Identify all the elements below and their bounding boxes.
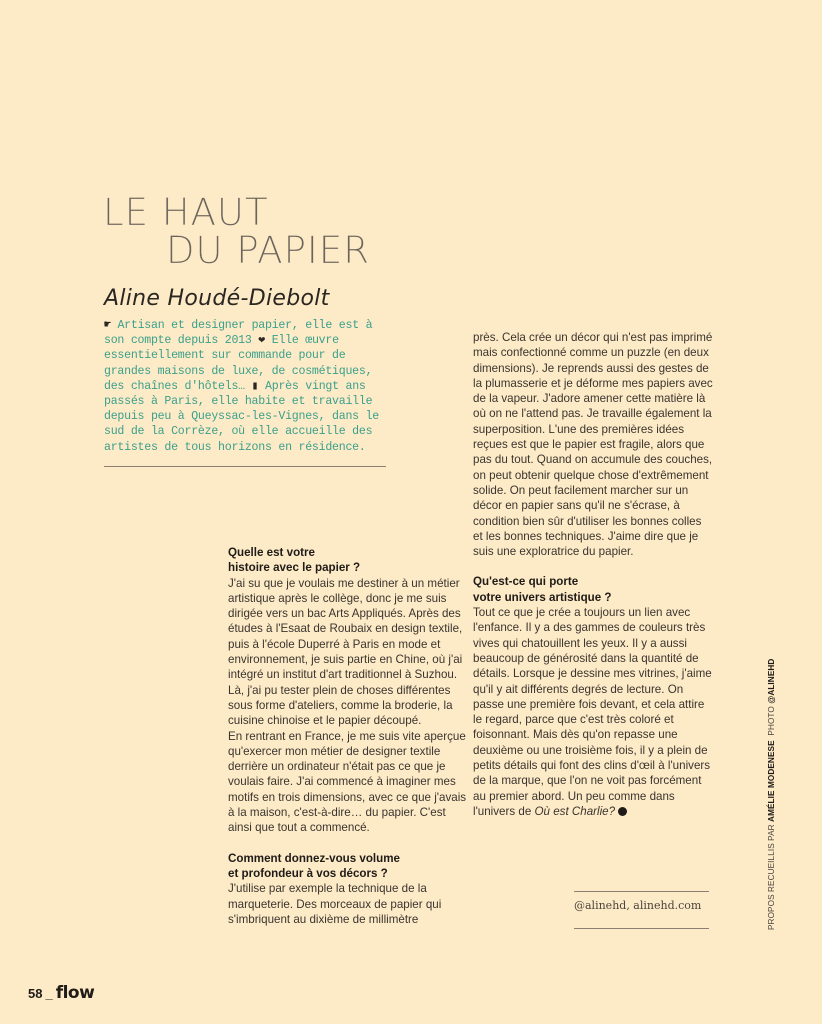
question-1-line-2: histoire avec le papier ? <box>228 561 361 575</box>
question-2-line-2: et profondeur à vos décors ? <box>228 866 388 880</box>
question-2 <box>228 851 468 882</box>
web-links-top-rule <box>574 891 709 892</box>
answer-2-start: J'utilise par exemple la technique de la marqueterie. Des morceaux de papier qui s'imbriquent au dixième de millimètre <box>228 882 442 926</box>
page-number: 58 <box>28 986 43 1001</box>
folio-separator: _ <box>45 986 53 1001</box>
answer-3-italic-title: Où est Charlie? <box>534 804 616 818</box>
intro-paragraph <box>104 318 394 455</box>
answer-3-text: Tout ce que je crée a toujours un lien avec l'enfance. Il y a des gammes de couleurs très vives qui chatouillent les yeux. Il y a aussi beaucoup de générosité dans la quantité de détails. Lorsque je dessine mes vitrines, j'aime qu'il y ait différents degrés de lecture. On passe une première fois devant, et cela attire le regard, parce que c'est très coloré et foisonnant. Mais dès qu'on repasse une deuxième ou une troisième fois, il y a plein de petits détails qui font des clins d'œil à l'univers de la marque, que l'on ne voit pas forcément au premier abord. Un peu comme dans l'univers de <box>473 606 712 818</box>
pointing-hand-icon: ☛ <box>104 319 111 332</box>
answer-1-paragraph-2: En rentrant en France, je me suis vite aperçue qu'exercer mon métier de designer textile derrière un ordinateur n'était pas ce que je voulais faire. J'ai commencé à imaginer mes motifs en trois dimensions, avec ce que j'avais à la maison, c'est-à-dire… du papier. C'est ainsi que tout a commencé. <box>228 729 467 835</box>
intro-part-3: Après vingt ans passés à Paris, elle habite et travaille depuis peu à Queyssac-les-Vignes, dans le sud de la Corrèze, où elle accueille des artistes de tous horizons en résidence. <box>104 379 380 454</box>
heart-icon: ❤ <box>258 334 266 348</box>
page-folio <box>28 983 94 1003</box>
answer-3 <box>473 605 713 819</box>
credits-author: AMÉLIE MODENESE <box>767 740 776 822</box>
subject-name: Aline Houdé-Diebolt <box>104 286 330 311</box>
question-1-line-1: Quelle est votre <box>228 546 315 559</box>
article-column-1 <box>228 545 468 927</box>
web-links: @alinehd, alinehd.com <box>574 899 702 912</box>
credits-photo-label: PHOTO <box>767 706 776 736</box>
question-2-line-1: Comment donnez-vous volume <box>228 851 400 865</box>
title-line-1: LE HAUT <box>103 191 269 234</box>
intro-part-1: Artisan et designer papier, elle est à son compte depuis 2013 <box>104 319 373 348</box>
magazine-logo: flow <box>55 983 95 1003</box>
web-links-bottom-rule <box>574 928 709 929</box>
end-of-article-dot-icon <box>618 807 627 816</box>
question-3 <box>473 574 713 605</box>
credits-photo-source: @ALINEHD <box>767 658 776 704</box>
answer-1-paragraph-1: J'ai su que je voulais me destiner à un métier artistique après le collège, donc je me suis dirigée vers un bac Arts Appliqués. Après des études à l'Esaat de Roubaix en design textile, puis à l'école Duperré à Paris en mode et environnement, je suis partie en Chine, où j'ai intégré un institut d'art traditionnel à Suzhou. Là, j'ai pu tester plein de choses différentes sous forme d'ateliers, comme la broderie, la cuisine chinoise et le papier découpé. <box>228 576 463 728</box>
photo-credits <box>767 659 776 930</box>
article-column-2 <box>473 330 713 819</box>
question-3-line-2: votre univers artistique ? <box>473 590 612 604</box>
bottle-icon: ▮ <box>251 379 259 393</box>
intro-divider <box>104 466 386 467</box>
title-line-2: DU PAPIER <box>166 229 370 272</box>
intro-part-2: Elle œuvre essentiellement sur commande pour de grandes maisons de luxe, de cosmétiques, des chaînes d'hôtels… <box>104 334 373 393</box>
question-1 <box>228 545 468 576</box>
question-3-line-1: Qu'est-ce qui porte <box>473 575 579 589</box>
credits-prefix: PROPOS RECUEILLIS PAR <box>767 824 776 930</box>
answer-2-end: près. Cela crée un décor qui n'est pas imprimé mais confectionné comme un puzzle (en deux dimensions). Je reprends aussi des gestes de la plumasserie et je déforme mes papiers avec de la vapeur. J'adore amener cette matière là où on ne l'attend pas. Je travaille également la superposition. L'une des premières idées reçues est que le papier est fragile, alors que pas du tout. Quand on accumule des couches, on peut obtenir quelque chose d'extrêmement solide. On peut facilement marcher sur un décor en papier sans qu'il ne s'écrase, à condition bien sûr d'utiliser les bonnes colles et les bonnes techniques. J'aime dire que je suis une exploratrice du papier. <box>473 331 713 559</box>
